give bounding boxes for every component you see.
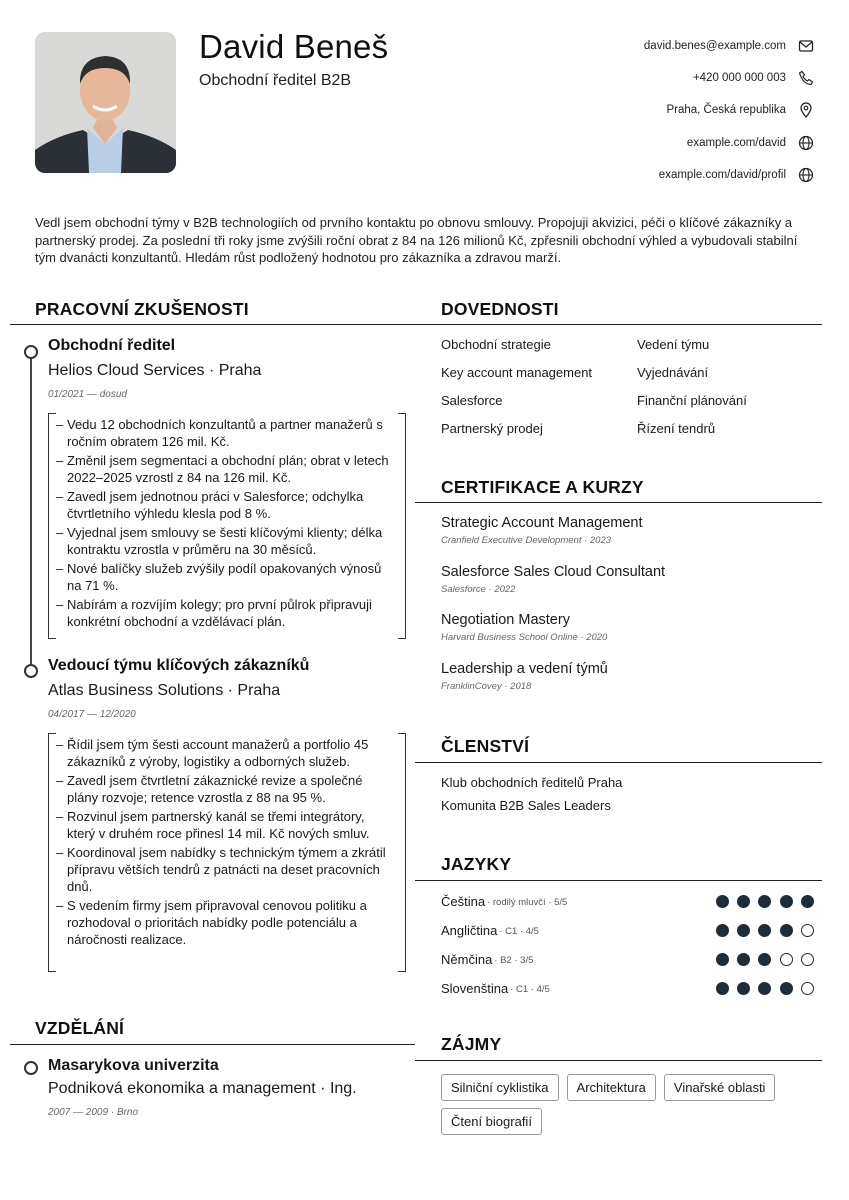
level-dot-filled — [780, 895, 793, 908]
contact-location-text: Praha, Česká republika — [666, 104, 786, 117]
contact-website-text[interactable]: example.com/david — [686, 136, 786, 149]
level-dot-filled — [758, 953, 771, 966]
bullet-item: – Zavedl jsem čtvrtletní zákaznické revize a společné plány rozvoje; retence vzrostla z 88 na 95 %. — [56, 772, 394, 806]
certs-heading: CERTIFIKACE A KURZY — [441, 477, 644, 497]
level-dot-empty — [801, 924, 814, 937]
level-dot-filled — [716, 924, 729, 937]
level-dot-filled — [716, 982, 729, 995]
degree: Podniková ekonomika a management · Ing. — [48, 1080, 357, 1097]
membership-item: Klub obchodních ředitelů Praha — [441, 775, 623, 790]
contact-list — [514, 30, 814, 191]
cert-issuer: Harvard Business School Online · 2020 — [441, 632, 608, 643]
contact-email-text[interactable]: david.benes@example.com — [643, 40, 786, 53]
education-divider — [10, 1044, 415, 1045]
level-dot-filled — [758, 924, 771, 937]
interest-tag: Silniční cyklistika — [441, 1074, 559, 1101]
level-dot-filled — [758, 982, 771, 995]
bullet-item: – S vedením firmy jsem připravoval cenovou politiku a rozhodoval o prioritách nabídky podle potenciálu a náročnosti realizace. — [56, 897, 394, 948]
bullet-item: – Řídil jsem tým šesti account manažerů a portfolio 45 zákazníků z výroby, logistiky a odborných služeb. — [56, 736, 394, 770]
cert-issuer: Salesforce · 2022 — [441, 584, 516, 595]
bullet-item: – Nabírám a rozvíjím kolegy; pro první půlrok připravuji konkrétní obchodní a vzdělávací plán. — [56, 596, 394, 630]
skill-item: Vedení týmu — [637, 337, 710, 352]
bullet-item: – Změnil jsem segmentaci a obchodní plán; obrat v letech 2022–2025 vzrostl z 84 na 126 mil. Kč. — [56, 452, 394, 486]
timeline-dot — [24, 664, 38, 678]
cert-name: Negotiation Mastery — [441, 612, 570, 628]
location-icon — [798, 102, 814, 118]
job-dates: 01/2021 — dosud — [48, 389, 127, 400]
membership-heading: ČLENSTVÍ — [441, 736, 530, 756]
globe-icon — [798, 167, 814, 183]
bullet-item: – Nové balíčky služeb zvýšily podíl opakovaných výnosů na 71 %. — [56, 560, 394, 594]
language-meta: · rodilý mluvčí · 5/5 — [487, 896, 568, 908]
language-row — [441, 920, 814, 940]
bullet-item: – Rozvinul jsem partnerský kanál se třemi integrátory, který v druhém roce přinesl 14 mil. Kč nových smluv. — [56, 808, 394, 842]
job-company: Atlas Business Solutions · Praha — [48, 682, 281, 699]
level-dot-filled — [716, 953, 729, 966]
language-row — [441, 949, 814, 969]
bullet-item: – Koordinoval jsem nabídky s technickým týmem a zkrátil přípravu větších tendrů z patnácti na deset pracovních dnů. — [56, 844, 394, 895]
cert-item — [441, 564, 665, 595]
globe-icon — [798, 135, 814, 151]
candidate-title: Obchodní ředitel B2B — [199, 72, 352, 89]
cert-issuer: FranklinCovey · 2018 — [441, 681, 532, 692]
language-level — [716, 895, 814, 908]
education-dates: 2007 — 2009 · Brno — [48, 1107, 139, 1118]
language-meta: · B2 · 3/5 — [494, 954, 534, 966]
interest-tag: Vinařské oblasti — [664, 1074, 776, 1101]
skill-item: Obchodní strategie — [441, 337, 551, 352]
bracket-left — [48, 413, 56, 639]
language-meta: · C1 · 4/5 — [499, 925, 539, 937]
level-dot-filled — [737, 924, 750, 937]
job-company: Helios Cloud Services · Praha — [48, 362, 262, 379]
profile-photo — [35, 32, 176, 173]
level-dot-filled — [780, 924, 793, 937]
membership-divider — [415, 762, 822, 763]
experience-divider — [10, 324, 415, 325]
job-dates: 04/2017 — 12/2020 — [48, 709, 136, 720]
level-dot-filled — [737, 982, 750, 995]
skills-divider — [415, 324, 822, 325]
contact-phone[interactable] — [514, 62, 814, 94]
school-name: Masarykova univerzita — [48, 1057, 219, 1074]
cert-item — [441, 612, 607, 643]
cert-item — [441, 515, 643, 546]
contact-profile[interactable] — [514, 159, 814, 191]
bullet-item: – Vedu 12 obchodních konzultantů a partner manažerů s ročním obratem 126 mil. Kč. — [56, 416, 394, 450]
bullet-item: – Vyjednal jsem smlouvy se šesti klíčovými klienty; délka kontraktu vzrostla v průměru na 30 měsíců. — [56, 524, 394, 558]
level-dot-filled — [780, 982, 793, 995]
language-row — [441, 978, 814, 998]
languages-heading: JAZYKY — [441, 854, 512, 874]
experience-heading: PRACOVNÍ ZKUŠENOSTI — [35, 299, 249, 319]
phone-icon — [798, 70, 814, 86]
timeline-line — [30, 352, 32, 672]
interests-heading: ZÁJMY — [441, 1034, 502, 1054]
cert-issuer: Cranfield Executive Development · 2023 — [441, 535, 612, 546]
contact-profile-text[interactable]: example.com/david/profil — [658, 168, 786, 181]
timeline-dot — [24, 345, 38, 359]
cert-item — [441, 661, 608, 692]
skill-item: Partnerský prodej — [441, 421, 543, 436]
bracket-left — [48, 733, 56, 972]
bracket-right — [398, 413, 406, 639]
bracket-right — [398, 733, 406, 972]
skills-heading: DOVEDNOSTI — [441, 299, 559, 319]
cert-name: Salesforce Sales Cloud Consultant — [441, 564, 666, 580]
job-bullets — [48, 413, 406, 639]
languages-divider — [415, 880, 822, 881]
cert-name: Strategic Account Management — [441, 515, 643, 531]
language-name: Angličtina — [441, 922, 498, 938]
contact-phone-text[interactable]: +420 000 000 003 — [692, 72, 786, 85]
membership-item: Komunita B2B Sales Leaders — [441, 798, 611, 813]
skill-item: Salesforce — [441, 393, 503, 408]
job-role: Vedoucí týmu klíčových zákazníků — [48, 657, 310, 674]
skill-item: Finanční plánování — [637, 393, 747, 408]
certs-divider — [415, 502, 822, 503]
timeline-dot — [24, 1061, 38, 1075]
language-level — [716, 953, 814, 966]
skill-item: Vyjednávání — [637, 365, 709, 380]
job-bullets — [48, 733, 406, 972]
level-dot-empty — [780, 953, 793, 966]
language-level — [716, 982, 814, 995]
language-name: Čeština — [441, 893, 486, 909]
bullet-item: – Zavedl jsem jednotnou práci v Salesforce; odchylka čtvrtletního výhledu klesla pod 8 %. — [56, 488, 394, 522]
mail-icon — [798, 38, 814, 54]
skill-item: Řízení tendrů — [637, 421, 716, 436]
profile-summary: Vedl jsem obchodní týmy v B2B technologiích od prvního kontaktu po obnovu smlouvy. Propojuji akvizici, péči o klíčové zákazníky a partnerský prodej. Za poslední tři roky jsme zvýšili roční obrat z 84 na 126 milionů Kč, zpřesnili obchodní výhled a vybudovali stabilní tým dvanácti konzultantů. Hledám růst podložený hodnotou pro zákazníka a zdravou marží. — [35, 215, 798, 265]
level-dot-filled — [758, 895, 771, 908]
level-dot-filled — [737, 953, 750, 966]
contact-email[interactable] — [514, 30, 814, 62]
level-dot-filled — [801, 895, 814, 908]
language-row — [441, 891, 814, 911]
level-dot-empty — [801, 953, 814, 966]
level-dot-filled — [737, 895, 750, 908]
language-level — [716, 924, 814, 937]
level-dot-filled — [716, 895, 729, 908]
interest-tag: Čtení biografií — [441, 1108, 542, 1135]
language-name: Němčina — [441, 951, 493, 967]
skill-item: Key account management — [441, 365, 593, 380]
job-role: Obchodní ředitel — [48, 337, 176, 354]
interests-divider — [415, 1060, 822, 1061]
skills-grid — [441, 336, 821, 437]
cert-name: Leadership a vedení týmů — [441, 661, 608, 677]
contact-website[interactable] — [514, 127, 814, 159]
level-dot-empty — [801, 982, 814, 995]
education-heading: VZDĚLÁNÍ — [35, 1018, 125, 1038]
interest-tag: Architektura — [567, 1074, 656, 1101]
language-meta: · C1 · 4/5 — [510, 983, 550, 995]
candidate-name: David Beneš — [199, 28, 389, 65]
language-name: Slovenština — [441, 980, 509, 996]
interests-tags — [441, 1074, 821, 1135]
contact-location — [514, 94, 814, 126]
